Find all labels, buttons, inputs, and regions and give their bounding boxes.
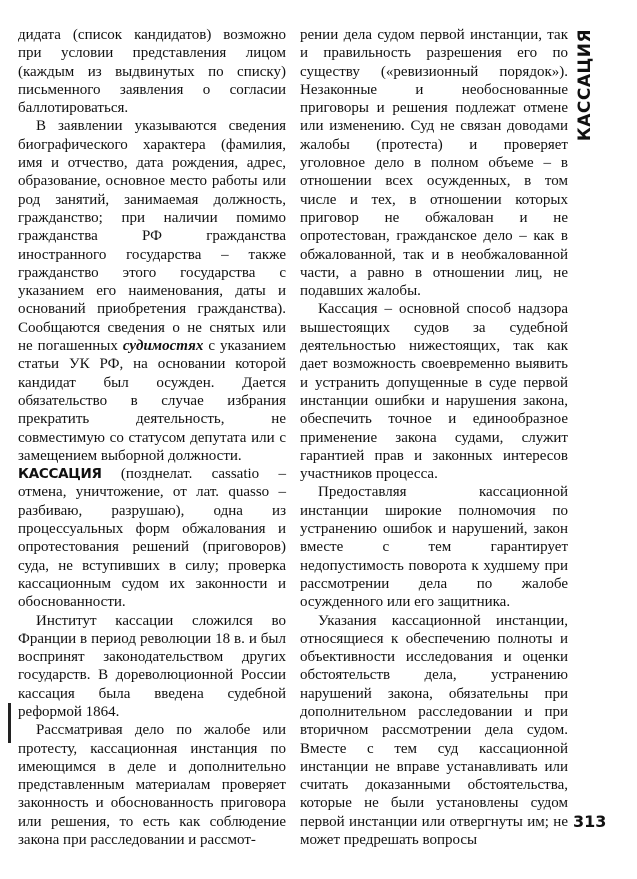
running-head-text: КАССАЦИЯ <box>575 28 595 142</box>
paragraph-continuation: рении дела судом первой инстанции, так и правильность разрешения его по существу («ревизионный порядок»). Незаконные и необоснованные приговоры и решения подлежат отмене или изменению. Суд не связан доводами жалобы (протеста) и проверяет уголовное дело в полном объеме – в отношении всех осужденных, в том числе и тех, в отношении которых приговор не обжалован и не опротестован, гражданское дело – как в обжалованной, так и в необжалованной части, а равно в отношении лиц, не подавших жалобы. <box>300 27 568 300</box>
paragraph-text: В заявлении указываются сведения биографического характера (фамилия, имя и отчество, дата рождения, адрес, образование, основное место работы или род занятий, занимаемая должность, гражданство; при наличии помимо гражданства РФ гражданства иностранного государства – также гражданство этого государства с указанием его наименования, даты и оснований приобретения гражданства). Сообщаются сведения о не снятых или не погашенных <box>18 118 286 355</box>
paragraph-review: Рассматривая дело по жалобе или протесту, кассационная инстанция по имеющимся в деле и дополнительно представленным материалам проверяет законность и обоснованность приговора или решения, то есть как соблюдение закона при расследовании и рассмот- <box>18 722 286 849</box>
page-number: 313 <box>573 812 607 831</box>
paragraph-text-tail: с указанием статьи УК РФ, на основании которой кандидат был осужден. Дается обязательство в случае избрания прекратить деятельность, не совместимую со статусом депутата или с замещением выборной должности. <box>18 338 286 464</box>
italic-term-sudimost: судимостях <box>122 338 204 355</box>
paragraph-supervision: Кассация – основной способ надзора вышестоящих судов за судебной деятельностью нижестоящих, так как дает возможность своевременно выявить и устранить допущенные в суде первой инстанции ошибки и нарушения закона, обеспечить точное и единообразное применение закона судами, служит гарантией прав и законных интересов участников процесса. <box>300 301 568 483</box>
margin-mark <box>8 703 11 743</box>
entry-headword: КАССАЦИЯ <box>18 466 102 483</box>
paragraph-powers: Предоставляя кассационной инстанции широкие полномочия по устранению ошибок и нарушений, закон вместе с тем гарантирует недопустимость поворота к худшему при рассмотрении дела по жалобе осужденного или его защитника. <box>300 484 568 611</box>
paragraph-instructions: Указания кассационной инстанции, относящиеся к обеспечению полноты и объективности исследования и оценки обстоятельств дела, устранению нарушений закона, обязательны при дополнительном расследовании и при вторичном рассмотрении дела судом. Вместе с тем суд кассационной инстанции не вправе устанавливать или считать доказанными обстоятельства, которые не были установлены судом первой инстанции или отвергнуты им; не может предрешать вопросы <box>300 612 568 849</box>
paragraph-history: Институт кассации сложился во Франции в период революции 18 в. и был воспринят законодательством других государств. В дореволюционной России кассация была введена судебной реформой 1864. <box>18 612 286 720</box>
dictionary-entry <box>18 465 286 611</box>
right-column <box>300 26 568 849</box>
left-column <box>18 26 286 849</box>
paragraph-continuation: дидата (список кандидатов) возможно при условии представления лицом (каждым из выдвинутых по списку) письменного заявления о согласии баллотироваться. <box>18 27 286 117</box>
paragraph-application <box>18 117 286 465</box>
running-head <box>573 30 597 140</box>
entry-definition: (позднелат. cassatio – отмена, уничтожение, от лат. quasso – разбиваю, разрушаю), одна из процессуальных форм обжалования и опротестования решений (приговоров) суда, не вступивших в силу; проверка кассационным судом их законности и обоснованности. <box>18 466 286 611</box>
